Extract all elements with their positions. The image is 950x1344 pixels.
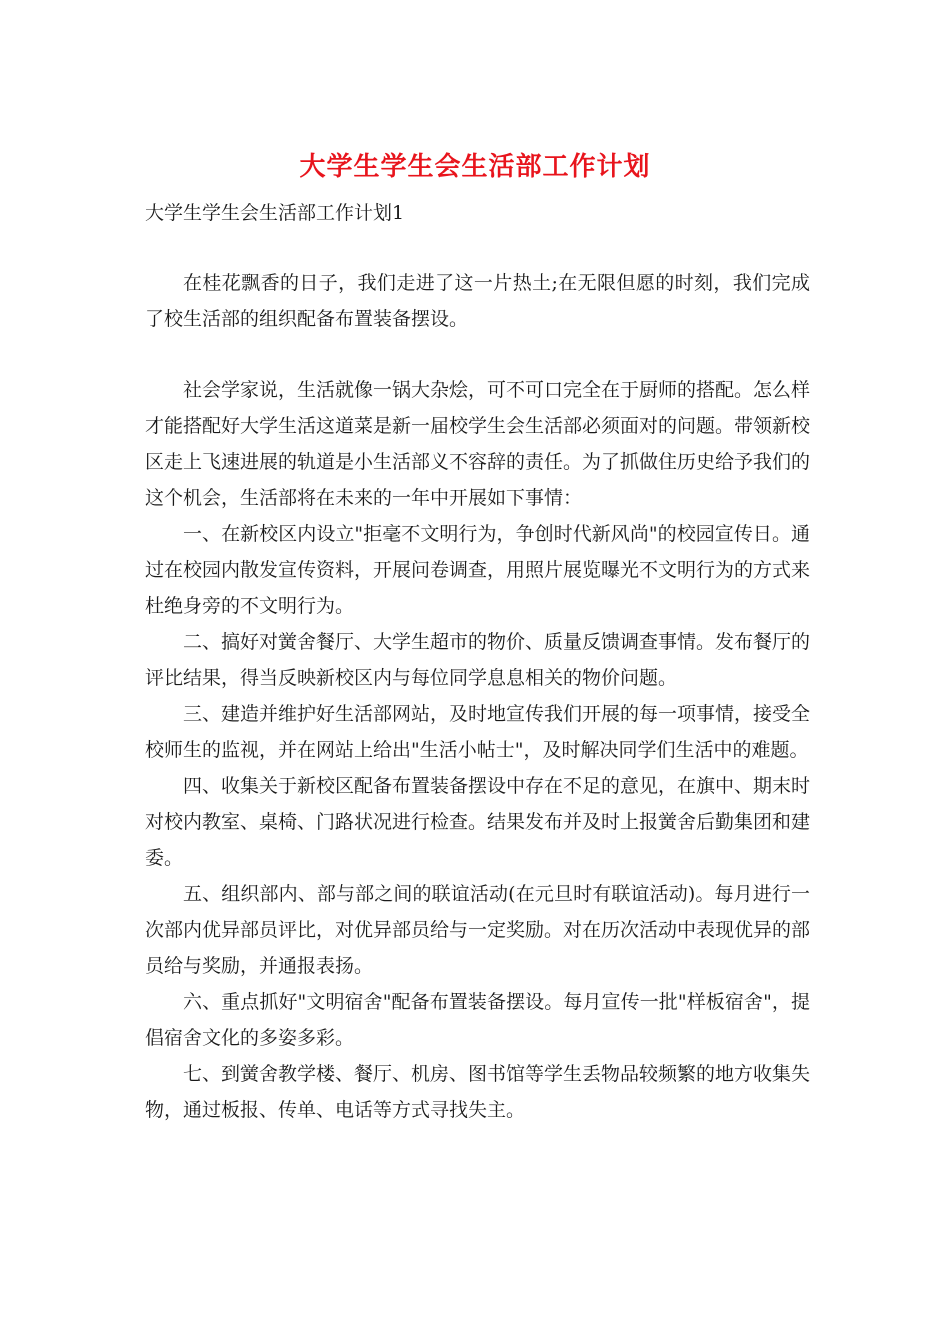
document-subtitle: 大学生学生会生活部工作计划1 (145, 202, 405, 224)
document-title: 大学生学生会生活部工作计划 (299, 152, 651, 182)
paragraph-item-5: 五、组织部内、部与部之间的联谊活动(在元旦时有联谊活动)。每月进行一次部内优异部员评比，对优异部员给与一定奖励。对在历次活动中表现优异的部员给与奖励，并通报表扬。 (145, 883, 811, 977)
paragraph-item-2: 二、搞好对黉舍餐厅、大学生超市的物价、质量反馈调查事情。发布餐厅的评比结果，得当反映新校区内与每位同学息息相关的物价问题。 (145, 631, 811, 689)
paragraph-item-7: 七、到黉舍教学楼、餐厅、机房、图书馆等学生丢物品较频繁的地方收集失物，通过板报、传单、电话等方式寻找失主。 (145, 1063, 811, 1121)
paragraph-item-3: 三、建造并维护好生活部网站，及时地宣传我们开展的每一项事情，接受全校师生的监视，并在网站上给出"生活小帖士"，及时解决同学们生活中的难题。 (145, 703, 811, 761)
paragraph-intro: 在桂花飘香的日子，我们走进了这一片热土;在无限但愿的时刻，我们完成了校生活部的组织配备布置装备摆设。 (145, 272, 810, 330)
paragraph-item-6: 六、重点抓好"文明宿舍"配备布置装备摆设。每月宣传一批"样板宿舍"，提倡宿舍文化的多姿多彩。 (145, 991, 810, 1049)
paragraph-item-4: 四、收集关于新校区配备布置装备摆设中存在不足的意见，在旗中、期末时对校内教室、桌椅、门路状况进行检查。结果发布并及时上报黉舍后勤集团和建委。 (145, 775, 811, 869)
paragraph-item-1: 一、在新校区内设立"拒毫不文明行为，争创时代新风尚"的校园宣传日。通过在校园内散发宣传资料，开展问卷调查，用照片展览曝光不文明行为的方式来杜绝身旁的不文明行为。 (145, 523, 811, 617)
paragraph-context: 社会学家说，生活就像一锅大杂烩，可不可口完全在于厨师的搭配。怎么样才能搭配好大学生活这道菜是新一届校学生会生活部必须面对的问题。带领新校区走上飞速进展的轨道是小生活部义不容辞的责任。为了抓做住历史给予我们的这个机会，生活部将在未来的一年中开展如下事情： (145, 379, 811, 509)
document-body (145, 265, 810, 1128)
